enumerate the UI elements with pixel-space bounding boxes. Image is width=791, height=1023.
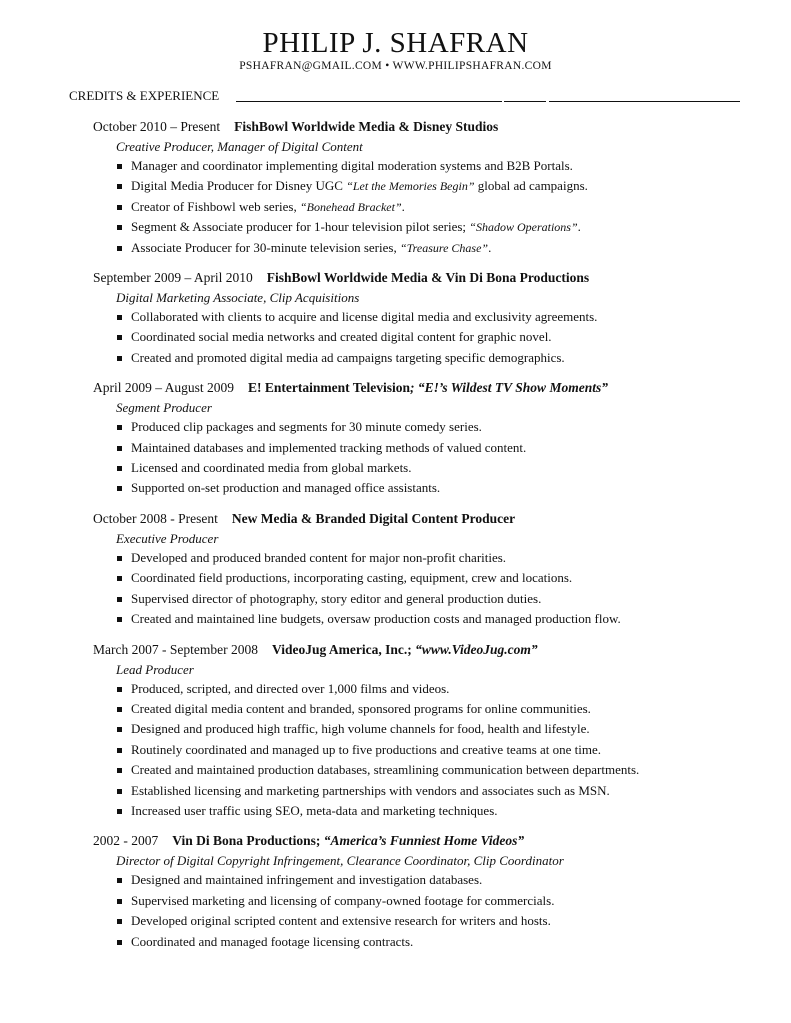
entry-heading bbox=[93, 268, 753, 288]
bullet-item bbox=[93, 719, 753, 739]
bullet-italic-title: “Treasure Chase” bbox=[399, 240, 489, 255]
bullet-list bbox=[93, 870, 753, 952]
bullet-text: global ad campaigns. bbox=[474, 178, 588, 194]
entry-heading bbox=[93, 831, 753, 851]
entry-organization: New Media & Branded Digital Content Producer bbox=[231, 510, 516, 526]
experience-entry bbox=[93, 378, 753, 499]
entry-role: Segment Producer bbox=[116, 400, 212, 416]
experience-entry bbox=[93, 268, 753, 368]
bullet-text: . bbox=[488, 239, 492, 255]
bullet-list bbox=[93, 679, 753, 822]
bullet-text: Supported on-set production and managed office assistants. bbox=[131, 480, 441, 496]
entry-dates: October 2010 – Present bbox=[93, 119, 221, 134]
bullet-text: Maintained databases and implemented tracking methods of valued content. bbox=[131, 439, 527, 455]
bullet-item bbox=[93, 156, 753, 176]
entry-organization: E! Entertainment Television bbox=[248, 380, 411, 396]
bullet-item bbox=[93, 679, 753, 699]
section-rule bbox=[549, 101, 740, 102]
experience-entry bbox=[93, 831, 753, 952]
section-rule bbox=[236, 101, 502, 102]
bullet-item bbox=[93, 801, 753, 821]
entry-role: Director of Digital Copyright Infringement, Clearance Coordinator, Clip Coordinator bbox=[116, 853, 564, 869]
bullet-text: Produced, scripted, and directed over 1,000 films and videos. bbox=[131, 680, 450, 696]
bullet-item bbox=[93, 609, 753, 629]
bullet-text: Designed and maintained infringement and investigation databases. bbox=[131, 872, 483, 888]
bullet-italic-title: “Let the Memories Begin” bbox=[346, 179, 475, 194]
bullet-text: Established licensing and marketing partnerships with vendors and associates such as MSN. bbox=[131, 782, 610, 798]
entry-show-title: ; “E!’s Wildest TV Show Moments” bbox=[410, 380, 608, 396]
entry-organization: VideoJug America, Inc.; bbox=[271, 641, 412, 657]
entry-role: Executive Producer bbox=[116, 530, 219, 546]
bullet-italic-title: “Bonehead Bracket” bbox=[299, 199, 402, 214]
entry-dates: 2002 - 2007 bbox=[93, 833, 159, 849]
bullet-text: Developed original scripted content and extensive research for writers and hosts. bbox=[131, 913, 551, 929]
bullet-item bbox=[93, 217, 753, 237]
entry-dates: September 2009 – April 2010 bbox=[93, 270, 253, 286]
bullet-text: Routinely coordinated and managed up to five productions and creative teams at one time. bbox=[131, 741, 602, 757]
bullet-item bbox=[93, 478, 753, 498]
bullet-item bbox=[93, 891, 753, 911]
entry-dates: March 2007 - September 2008 bbox=[93, 641, 258, 657]
bullet-item bbox=[93, 548, 753, 568]
entry-organization: Vin Di Bona Productions; bbox=[172, 833, 321, 849]
bullet-text: Designed and produced high traffic, high volume channels for food, health and lifestyle. bbox=[131, 721, 590, 737]
bullet-text: Increased user traffic using SEO, meta-data and marketing techniques. bbox=[131, 802, 498, 818]
bullet-text: Segment & Associate producer for 1-hour television pilot series; bbox=[131, 219, 470, 235]
entry-heading bbox=[93, 640, 753, 660]
bullet-item bbox=[93, 589, 753, 609]
bullet-item bbox=[93, 197, 753, 217]
bullet-text: Created and maintained line budgets, oversaw production costs and managed production flow. bbox=[131, 611, 621, 627]
bullet-text: Digital Media Producer for Disney UGC bbox=[131, 178, 347, 194]
entry-dates: October 2008 - Present bbox=[93, 510, 218, 526]
bullet-text: Supervised marketing and licensing of company-owned footage for commercials. bbox=[131, 892, 555, 908]
bullet-item bbox=[93, 760, 753, 780]
entry-organization: FishBowl Worldwide Media & Vin Di Bona Productions bbox=[266, 270, 590, 286]
bullet-list bbox=[93, 307, 753, 368]
bullet-text: Collaborated with clients to acquire and license digital media and exclusivity agreements. bbox=[131, 309, 598, 325]
bullet-text: Produced clip packages and segments for 30 minute comedy series. bbox=[131, 419, 482, 435]
bullet-item bbox=[93, 870, 753, 890]
candidate-name: PHILIP J. SHAFRAN bbox=[262, 27, 529, 59]
bullet-item bbox=[93, 238, 753, 258]
bullet-item bbox=[93, 932, 753, 952]
bullet-text: Supervised director of photography, story editor and general production duties. bbox=[131, 590, 542, 606]
bullet-list bbox=[93, 156, 753, 258]
bullet-list bbox=[93, 417, 753, 499]
bullet-item bbox=[93, 458, 753, 478]
entry-show-title: “www.VideoJug.com” bbox=[411, 641, 538, 657]
bullet-item bbox=[93, 699, 753, 719]
bullet-item bbox=[93, 176, 753, 196]
bullet-text: Developed and produced branded content for major non-profit charities. bbox=[131, 549, 507, 565]
section-title: CREDITS & EXPERIENCE bbox=[69, 88, 220, 103]
bullet-item bbox=[93, 348, 753, 368]
bullet-item bbox=[93, 327, 753, 347]
bullet-item bbox=[93, 740, 753, 760]
bullet-text: Manager and coordinator implementing digital moderation systems and B2B Portals. bbox=[131, 158, 573, 173]
experience-entry bbox=[93, 117, 753, 258]
bullet-text: Created digital media content and branded, sponsored programs for online communities. bbox=[131, 700, 591, 716]
bullet-item bbox=[93, 911, 753, 931]
bullet-text: . bbox=[577, 219, 581, 235]
bullet-text: Created and promoted digital media ad campaigns targeting specific demographics. bbox=[131, 349, 565, 365]
bullet-text: Associate Producer for 30-minute television series, bbox=[131, 239, 400, 255]
entry-organization: FishBowl Worldwide Media & Disney Studios bbox=[234, 119, 499, 134]
bullet-text: Licensed and coordinated media from global markets. bbox=[131, 460, 412, 476]
bullet-item bbox=[93, 568, 753, 588]
bullet-text: Coordinated social media networks and created digital content for graphic novel. bbox=[131, 329, 552, 345]
bullet-text: Creator of Fishbowl web series, bbox=[131, 198, 300, 214]
entry-role: Digital Marketing Associate, Clip Acquisitions bbox=[116, 290, 360, 306]
section-rule bbox=[504, 101, 546, 102]
entry-show-title: “America’s Funniest Home Videos” bbox=[320, 833, 525, 849]
experience-entry bbox=[93, 509, 753, 630]
entry-heading bbox=[93, 509, 753, 529]
experience-list bbox=[93, 117, 753, 962]
entry-heading bbox=[93, 378, 753, 398]
contact-line: PSHAFRAN@GMAIL.COM • WWW.PHILIPSHAFRAN.COM bbox=[239, 60, 552, 72]
bullet-list bbox=[93, 548, 753, 630]
bullet-item bbox=[93, 307, 753, 327]
bullet-italic-title: “Shadow Operations” bbox=[469, 220, 578, 235]
entry-role: Lead Producer bbox=[116, 661, 194, 677]
experience-entry bbox=[93, 640, 753, 822]
bullet-item bbox=[93, 417, 753, 437]
bullet-item bbox=[93, 781, 753, 801]
bullet-text: . bbox=[401, 198, 405, 214]
bullet-text: Created and maintained production databases, streamlining communication between departments. bbox=[131, 762, 640, 778]
entry-dates: April 2009 – August 2009 bbox=[93, 380, 235, 396]
bullet-text: Coordinated field productions, incorporating casting, equipment, crew and locations. bbox=[131, 570, 573, 586]
bullet-item bbox=[93, 438, 753, 458]
entry-heading bbox=[93, 117, 753, 137]
bullet-text: Coordinated and managed footage licensing contracts. bbox=[131, 933, 414, 949]
entry-role: Creative Producer, Manager of Digital Content bbox=[116, 139, 363, 154]
